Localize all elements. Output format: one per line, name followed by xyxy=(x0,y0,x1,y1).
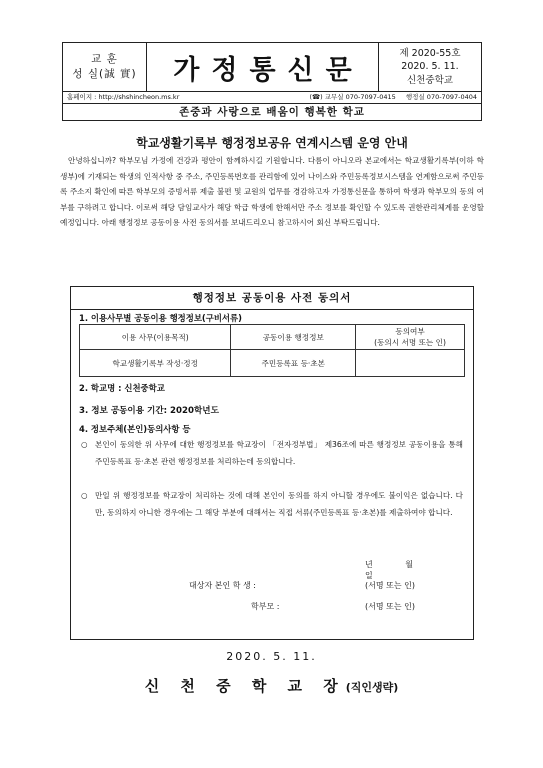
contact-numbers xyxy=(302,92,478,103)
issue-school: 신천중학교 xyxy=(407,74,453,86)
header-purpose: 이용 사무(이용목적) xyxy=(80,325,231,350)
consent-table xyxy=(79,324,465,377)
consent-paragraph-1 xyxy=(81,437,463,470)
consent-paragraph-2-text: 만일 위 행정정보를 학교장이 처리하는 것에 대해 본인이 동의를 하지 아니할 경우에도 불이익은 없습니다. 다만, 동의하지 아니한 경우에는 그 해당 부분에 대해서는 직접 서류(주민등록표 등·초본)를 제출하여야 합니다. xyxy=(95,491,463,517)
footer-date: 2020. 5. 11. xyxy=(226,650,317,663)
issue-date: 2020. 5. 11. xyxy=(401,61,459,73)
table-row xyxy=(80,350,465,377)
signature-cell[interactable] xyxy=(356,350,465,377)
consent-paragraph-2 xyxy=(81,488,463,521)
section-1-heading xyxy=(79,312,242,324)
issue-cell xyxy=(379,43,481,91)
notice-body: 안녕하십니까? 학부모님 가정에 건강과 평안이 함께하시길 기원합니다. 다름이 아니오라 본교에서는 학교생활기록부(이하 학생부)에 기재되는 학생의 인적사항 중 주소, 주민등록번호를 관리함에 있어 나이스와 주민등록정보시스템을 연계함으로써 주민등록 주소지 확인에 따른 학부모의 증빙서류 제출 불편 및 교원의 업무를 경감하고자 가정통신문을 통하여 학생과 학부모의 동의 여부를 구하려고 합니다. 이로써 해당 담임교사가 해당 학급 학생에 한해서만 주소 정보를 확인할 수 있도록 권한관리체계를 운영할 예정입니다. 아래 행정정보 공동이용 사전 동의서를 보내드리오니 참고하시어 회신 부탁드립니다. xyxy=(60,156,484,228)
footer-school-name: 신 천 중 학 교 장 xyxy=(144,677,346,695)
school-slogan: 존중과 사랑으로 배움이 행복한 학교 xyxy=(62,104,482,121)
consent-title: 행정정보 공동이용 사전 동의서 xyxy=(71,287,473,310)
header-agree-label: 동의여부 xyxy=(395,327,425,336)
date-month: 월 xyxy=(405,560,416,569)
student-signature-field[interactable]: (서명 또는 인) xyxy=(365,581,415,590)
section-4-heading: 4. 정보주체(본인)동의사항 등 xyxy=(79,424,191,434)
contact-office: (☎) 교무실 070-7097-0415 xyxy=(309,93,396,101)
consent-paragraph-1-text: 본인이 동의한 위 사무에 대한 행정정보를 학교장이 「전자정부법」 제36조에 따른 행정정보 공동이용을 통해 주민등록표 등·초본 관련 행정정보를 처리하는데 동의합니다. xyxy=(95,440,463,466)
issue-number: 제 2020-55호 xyxy=(399,47,461,59)
contact-admin: 행정실 070-7097-0404 xyxy=(405,93,477,101)
student-label: 대상자 본인 학 생 : xyxy=(189,581,256,590)
seal-note: (직인생략) xyxy=(345,681,399,694)
header-box xyxy=(62,42,482,92)
footer-principal xyxy=(0,675,543,696)
page-title: 가정통신문 xyxy=(147,43,379,91)
signature-date[interactable] xyxy=(365,559,473,581)
notice-title: 학교생활기록부 행정정보공유 연계시스템 운영 안내 xyxy=(136,136,408,150)
homepage-link[interactable]: 홈페이지 : http://shshincheon.ms.kr xyxy=(67,93,180,101)
parent-label: 학부모 : xyxy=(251,602,280,611)
contact-bar xyxy=(62,92,482,104)
consent-form xyxy=(70,286,474,640)
section-1-text: 1. 이용사무별 공동이용 행정정보(구비서류) xyxy=(79,313,242,323)
table-header-row xyxy=(80,325,465,350)
circle-bullet-icon: ○ xyxy=(81,491,88,500)
motto-text: 성 실(誠 實) xyxy=(72,68,137,80)
section-3-period: 3. 정보 공동이용 기간: 2020학년도 xyxy=(79,406,219,416)
header-info: 공동이용 행정정보 xyxy=(231,325,356,350)
row-info: 주민등록표 등·초본 xyxy=(231,350,356,377)
header-agree xyxy=(356,325,465,350)
parent-signature-field[interactable]: (서명 또는 인) xyxy=(365,602,415,611)
row-purpose: 학교생활기록부 작성·정정 xyxy=(80,350,231,377)
date-year: 년 xyxy=(365,560,375,569)
circle-bullet-icon: ○ xyxy=(81,440,88,449)
date-day: 일 xyxy=(365,571,375,580)
motto-label: 교 훈 xyxy=(91,53,118,65)
header-agree-note: (동의시 서명 또는 인) xyxy=(374,338,446,347)
section-2-school: 2. 학교명 : 신천중학교 xyxy=(79,383,165,393)
motto-cell xyxy=(63,43,147,91)
